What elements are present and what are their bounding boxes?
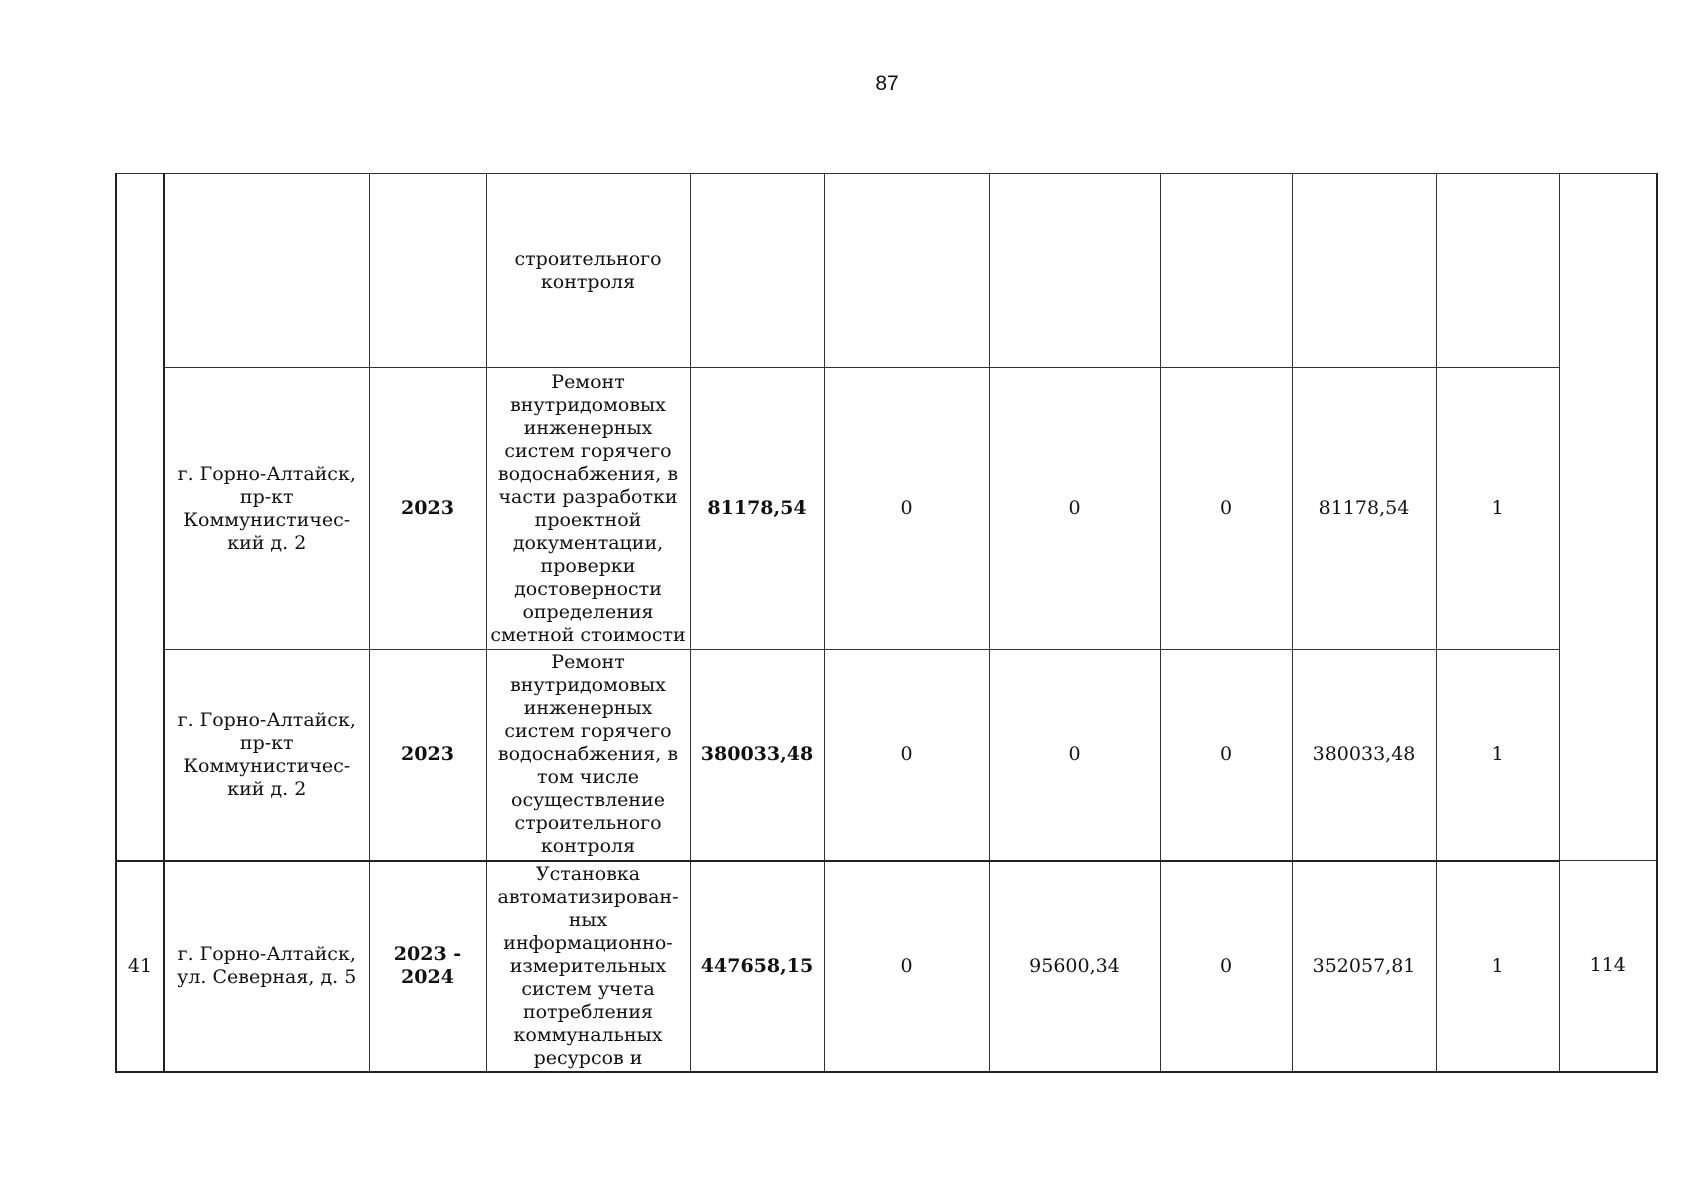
total-cost-cell: 447658,15 <box>690 861 824 1072</box>
amount-cell-2 <box>989 174 1160 368</box>
quantity-cell: 1 <box>1436 650 1559 861</box>
year-cell: 2023 - 2024 <box>369 861 486 1072</box>
amount-cell-3: 0 <box>1160 861 1292 1072</box>
amount-cell-1: 0 <box>824 368 989 650</box>
row-number-cell: 41 <box>116 861 164 1072</box>
work-description-cell: Ремонт внутридомовых инженерных систем горячего водоснабжения, в части разработки проектной документации, проверки достоверности определения сметной стоимости <box>486 368 690 650</box>
total-cost-cell: 380033,48 <box>690 650 824 861</box>
total-cost-cell: 81178,54 <box>690 368 824 650</box>
amount-cell-3: 0 <box>1160 650 1292 861</box>
amount-cell-1: 0 <box>824 650 989 861</box>
year-cell <box>369 174 486 368</box>
table-row <box>116 368 1657 650</box>
work-description-cell: Установка автоматизирован-ных информационно-измерительных систем учета потребления коммунальных ресурсов и <box>486 861 690 1072</box>
page-number: 87 <box>875 72 899 95</box>
amount-cell-1 <box>824 174 989 368</box>
table-row <box>116 861 1657 1072</box>
amount-cell-3: 0 <box>1160 368 1292 650</box>
work-description-cell: Ремонт внутридомовых инженерных систем горячего водоснабжения, в том числе осуществление строительного контроля <box>486 650 690 861</box>
amount-cell-2: 95600,34 <box>989 861 1160 1072</box>
amount-cell-4: 380033,48 <box>1292 650 1436 861</box>
table-row <box>116 650 1657 861</box>
amount-cell-1: 0 <box>824 861 989 1072</box>
work-description-cell: строительного контроля <box>486 174 690 368</box>
address-cell: г. Горно-Алтайск, пр-кт Коммунистичес-кий д. 2 <box>164 368 369 650</box>
last-column-cell: 114 <box>1559 861 1657 1072</box>
table-row <box>116 174 1657 368</box>
amount-cell-3 <box>1160 174 1292 368</box>
quantity-cell: 1 <box>1436 368 1559 650</box>
last-column-cell <box>1559 174 1657 861</box>
address-cell <box>164 174 369 368</box>
year-cell: 2023 <box>369 650 486 861</box>
quantity-cell <box>1436 174 1559 368</box>
address-cell: г. Горно-Алтайск, пр-кт Коммунистичес-кий д. 2 <box>164 650 369 861</box>
quantity-cell: 1 <box>1436 861 1559 1072</box>
amount-cell-4: 81178,54 <box>1292 368 1436 650</box>
amount-cell-4: 352057,81 <box>1292 861 1436 1072</box>
amount-cell-2: 0 <box>989 368 1160 650</box>
row-number-cell <box>116 174 164 861</box>
amount-cell-4 <box>1292 174 1436 368</box>
capital-repair-table <box>115 173 1658 1073</box>
amount-cell-2: 0 <box>989 650 1160 861</box>
total-cost-cell <box>690 174 824 368</box>
address-cell: г. Горно-Алтайск, ул. Северная, д. 5 <box>164 861 369 1072</box>
year-cell: 2023 <box>369 368 486 650</box>
